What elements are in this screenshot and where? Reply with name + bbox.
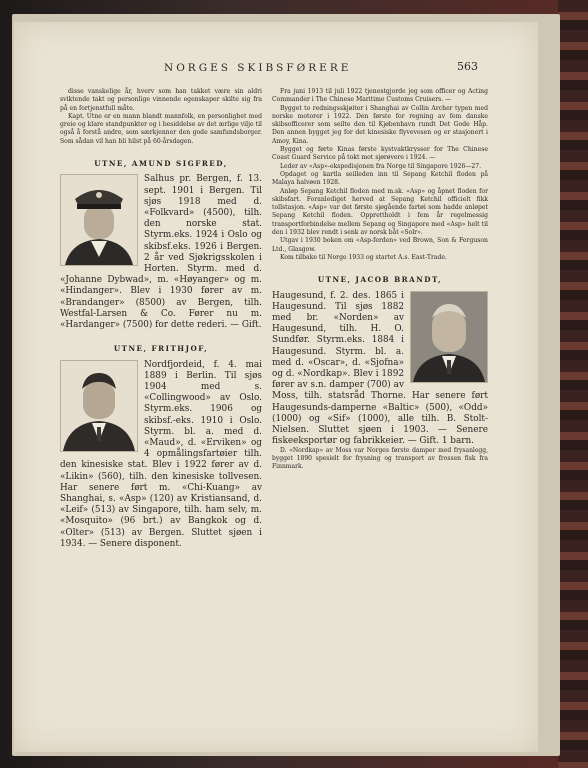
entry-biography: [272, 291, 488, 448]
entry-biography: [60, 174, 262, 331]
portrait-photo-man-suit: [60, 360, 138, 452]
entry-biography: [60, 360, 262, 550]
footnote: D. «Nordkap» av Moss var Norges første damper med frysanlegg, bygget 1890 spesielt for frysning og transport av frossen fisk fra Finnmark.: [272, 447, 488, 471]
left-column: [60, 88, 262, 550]
intro-paragraph: Kapt. Utne er en mann blandt mannfolk, en personlighet med greie og klare standpunkter og i besiddelse av det ærlige vilje til også å forstå andre, som særkjenner den gode samfundsborger. Som sådan vil han bli hilst på 60-årsdagen.: [60, 112, 262, 145]
paragraph: Bygget to redningsskjøiter i Shanghai av Collin Archer typen med norske motorer i 1922. Den første for regning av fem danske skibsofficerer som seilte den til Kjøbenhavn rundt Det Gode Håp. Den annen bygget jeg for det kinesiske flyvevesen og er stasjonert i Amoy, Kina.: [272, 104, 488, 145]
paragraph: Opdaget og kartla seilleden inn til Sepang Ketchil floden på Malaya halvøen 1928.: [272, 170, 488, 187]
right-column: [272, 88, 488, 471]
entry-text: Nordfjordeid, f. 4. mai 1889 i Berlin. Til sjøs 1904 med s. «Collingwood» av Oslo. Styrm.eks. 1906 og skibsf.-eks. 1910 i Oslo. Styrm. bl. a. med d. «Maud», d. «Erviken» og 4 opmålingsfartøier tilh. den kinesiske stat. Blev i 1922 fører av d. «Likin» (560), tilh. den kinesiske tollvesen. Har senere ført m. «Chi-Kuang» av Shanghai, s. «Asp» (120) av Kristiansand, d. «Leif» (513) av Singapore, tilh. ham selv, m. «Mosquito» (96 brt.) av Bangkok og d. «Olter» (513) av Bergen. Sluttet sjøen i 1934. — Senere disponent.: [60, 359, 262, 549]
paragraph: Anløp Sepang Ketchil floden med m.sk. «Asp» og åpnet floden for skibsfart. Foranlediget herved at Sepang Ketchil officielt fikk tollstasjon. «Asp» var det første sjøgående fartøi som hadde anløpet Sepang Ketchil floden. Opprettholdt i fem år regelmessig transportforbindelse mellem Sepang og Singapore med «Asp» helt til den i 1932 blev rendt i senk av norsk båt «Solr».: [272, 187, 488, 237]
paragraph: Kom tilbake til Norge 1933 og startet A.s. East-Trade.: [280, 253, 447, 261]
entry-heading: UTNE, JACOB BRANDT,: [317, 275, 443, 285]
entry-text: Haugesund, f. 2. des. 1865 i Haugesund. Til sjøs 1882 med br. «Norden» av Haugesund, tilh. H. O. Sundfør. Styrm.eks. 1884 i Haugesund. Styrm. bl. a. med d. «Oscar», d. «Sjofna» og d. «Nordkap». Blev i 1892 fører av s.n. damper (700) av Moss, tilh. statsråd Thorne. Har senere ført Haugesunds-damperne «Baltic» (500), «Odd» (1000) og «Sif» (1000), alle tilh. B. Stolt-Nielsen. Sluttet sjøen i 1903. — Senere fiskeeksportør og fabrikkeier. — Gift. 1 barn.: [272, 290, 488, 447]
entry-heading: UTNE, AMUND SIGFRED,: [94, 159, 228, 169]
entry-heading: UTNE, FRITHJOF,: [113, 344, 209, 354]
paragraph: Bygget og førte Kinas første kystvaktkrysser for The Chinese Coast Guard Service på tokt mot sjørøvere i 1924. —: [272, 146, 488, 162]
entry-text: Salhus pr. Bergen, f. 13. sept. 1901 i Bergen. Til sjøs 1918 med d. «Folkvard» (4500), tilh. den norske stat. Styrm.eks. 1924 i Oslo og skibsf.eks. 1926 i Bergen. 2 år ved Sjøkrigsskolen i Horten. Styrm. med d. «Johanne Dybwad», m. «Høyanger» og m. «Hindanger». Blev i 1930 fører av m. «Brandanger» (8500) av Bergen, tilh. Westfal-Larsen & Co. Fører nu m. «Hardanger» (7500) for dette rederi. — Gift.: [60, 174, 262, 331]
paragraph: Leder av «Asp»-ekspedisjonen fra Norge til Singapore 1926—27.: [280, 162, 482, 170]
paragraph: Utgav i 1930 boken om «Asp-ferden» ved Brown, Son & Ferguson Ltd., Glasgow.: [272, 237, 488, 253]
paragraph: Fra juni 1913 til juli 1922 tjenestgjorde jeg som officer og Acting Commander i The Chinese Maritime Customs Cruisers. —: [272, 88, 488, 104]
book-page: [14, 22, 538, 752]
book-cover-edge: [558, 0, 588, 768]
intro-paragraph: disse vanskelige år, hverv som han takket være sin aldri sviktende takt og personlige vinnende egenskaper skilte sig fra på en fortjenstfull måte.: [60, 88, 262, 112]
page-number: 563: [457, 60, 478, 73]
page-header: [14, 62, 538, 78]
portrait-photo-older-man: [410, 291, 488, 383]
portrait-photo-captain-cap: [60, 174, 138, 266]
running-title: NORGES SKIBSFØRERE: [164, 62, 352, 74]
